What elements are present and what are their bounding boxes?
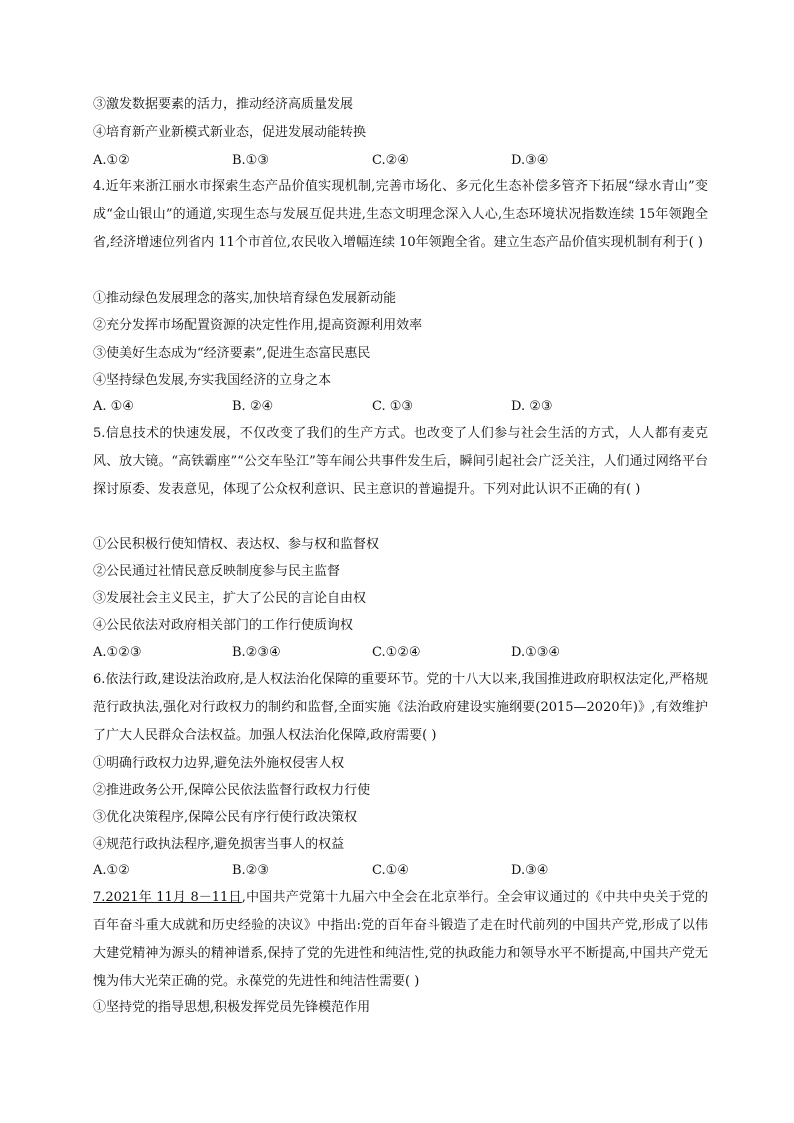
q5-option-a[interactable]: A.①②③ [93,645,142,660]
q3-item-3: ③激发数据要素的活力，推动经济高质量发展 [93,97,354,112]
q4-option-c[interactable]: C. ①③ [372,399,414,414]
q3-option-a[interactable]: A.①② [93,153,130,168]
q4-stem: 4.近年来浙江丽水市探索生态产品价值实现机制,完善市场化、多元化生态补偿多管齐下拓展“绿水青山”变成“金山银山”的通道,实现生态与发展互促共进,生态文明理念深入人心,生态环境状况指数连续 15年领跑全省,经济增速位列省内 11个市首位,农民收入增幅连续 10年领跑全省。建立生态产品价值实现机制有利于( ) [93,179,708,250]
q4-item-2: ②充分发挥市场配置资源的决定性作用,提高资源利用效率 [93,318,423,333]
q5-option-b[interactable]: B.②③④ [232,645,281,660]
q6-option-c[interactable]: C.①④ [372,863,409,878]
q6-options [93,862,708,880]
q3-options [93,152,708,170]
q4-options [93,398,708,416]
q5-stem: 5.信息技术的快速发展，不仅改变了我们的生产方式。也改变了人们参与社会生活的方式，人人都有麦克风、放大镜。“高铁霸座”“公交车坠江”等车闹公共事件发生后，瞬间引起社会广泛关注，人们通过网络平台探讨原委、发表意见，体现了公众权利意识、民主意识的普遍提升。下列对此认识不正确的有( ) [93,426,708,497]
q5-options [93,644,708,662]
q3-option-d[interactable]: D.③④ [511,153,549,168]
q6-item-4: ④规范行政执法程序,避免损害当事人的权益 [93,837,345,852]
q5-item-1: ①公民积极行使知情权、表达权、参与权和监督权 [93,537,380,552]
q6-option-a[interactable]: A.①② [93,863,130,878]
q6-option-d[interactable]: D.③④ [511,863,549,878]
q3-option-c[interactable]: C.②④ [372,153,409,168]
q6-item-1: ①明确行政权力边界,避免法外施权侵害人权 [93,756,345,771]
q5-item-3: ③发展社会主义民主，扩大了公民的言论自由权 [93,591,367,606]
q5-option-c[interactable]: C.①②④ [372,645,421,660]
q4-item-1: ①推动绿色发展理念的落实,加快培育绿色发展新动能 [93,291,397,306]
q7-item-1: ①坚持党的指导思想,积极发挥党员先锋模范作用 [93,1000,371,1015]
q4-option-b[interactable]: B. ②④ [232,399,274,414]
q5-item-2: ②公民通过社情民意反映制度参与民主监督 [93,564,341,579]
q4-option-a[interactable]: A. ①④ [93,399,134,414]
q3-item-4: ④培育新产业新模式新业态，促进发展动能转换 [93,125,367,140]
q5-option-d[interactable]: D.①③④ [511,645,561,660]
q6-item-2: ②推进政务公开,保障公民依法监督行政权力行使 [93,783,371,798]
q4-item-4: ④坚持绿色发展,夯实我国经济的立身之本 [93,373,332,388]
q4-item-3: ③使美好生态成为“经济要素”,促进生态富民惠民 [93,346,371,361]
q7-stem [93,884,708,996]
q3-option-b[interactable]: B.①③ [232,153,269,168]
q4-option-d[interactable]: D. ②③ [511,399,553,414]
q7-stem-text: ,中国共产党第十九届六中全会在北京举行。全会审议通过的《中共中央关于党的百年奋斗重大成就和历史经验的决议》中指出:党的百年奋斗锻造了走在时代前列的中国共产党,形成了以伟大建党精神为源头的精神谱系,保持了党的先进性和纯洁性,党的执政能力和领导水平不断提高,中国共产党无愧为伟大光荣正确的党。永葆党的先进性和纯洁性需要( ) [93,890,709,989]
q7-date-underlined: 7.2021年 11月 8－11日 [93,890,242,905]
q5-item-4: ④公民依法对政府相关部门的工作行使质询权 [93,618,354,633]
q6-option-b[interactable]: B.②③ [232,863,269,878]
q6-item-3: ③优化决策程序,保障公民有序行使行政决策权 [93,810,358,825]
q6-stem: 6.依法行政,建设法治政府,是人权法治化保障的重要环节。党的十八大以来,我国推进政府职权法定化,严格规范行政执法,强化对行政权力的制约和监督,全面实施《法治政府建设实施纲要(2015—2020年)》,有效维护了广大人民群众合法权益。加强人权法治化保障,政府需要( ) [93,672,708,743]
